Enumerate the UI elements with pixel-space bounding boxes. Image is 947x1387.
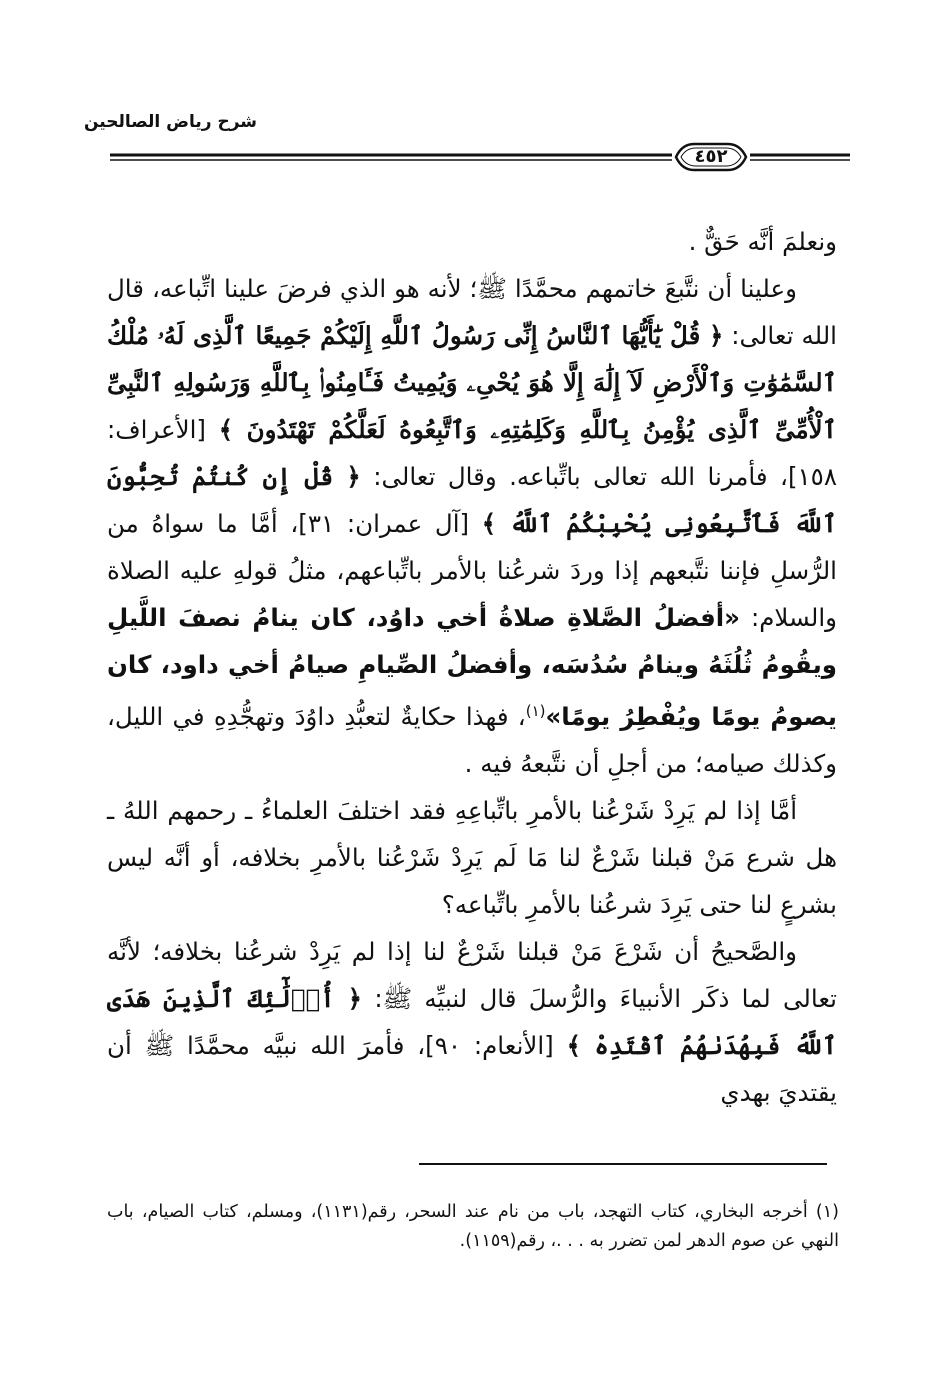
footnote-1: (١) أخرجه البخاري، كتاب التهجد، باب من نام عند السحر، رقم(١١٣١)، ومسلم، كتاب الصيام، باب النهي عن صوم الدهر لمن تضرر به . . .، رقم(١١٥٩). [107,1202,839,1251]
quran-verse-imran: ﴿ قُلْ إِن كُنتُمْ تُحِبُّونَ ٱللَّهَ فَٱتَّبِعُونِى يُحْبِبْكُمُ ٱللَّهُ ﴾ [107,462,837,538]
paragraph-4-intro: والصَّحيحُ أن شَرْعَ مَنْ قبلنا شَرْعٌ لنا إذا لم يَرِدْ شرعُنا بخلافه؛ لأنَّه تعالى لما ذكَر الأنبياءَ والرُّسلَ قال لنبيِّه ﷺ: [107,937,837,1014]
main-text [107,218,837,1116]
paragraph-2-end: ، فهذا حكايةٌ لتعبُّدِ داوُدَ وتهجُّدِهِ في الليل، وكذلك صيامه؛ من أجلِ أن نتَّبعهُ فيه . [107,702,837,779]
page-number-text: ٤٥٢ [694,146,728,167]
hadith-quote: «أفضلُ الصَّلاةِ صلاةُ أخي داوُد، كان ينامُ نصفَ اللَّيلِ ويقُومُ ثُلُثَهُ وينامُ سُدُسَه، وأفضلُ الصِّيامِ صيامُ أخي داود، كان يصومُ يومًا ويُفْطِرُ يومًا» [107,603,837,732]
citation-araf: [الأعراف: ١٥٨]، فأمرنا الله تعالى باتِّباعه. وقال تعالى: [107,415,837,491]
paragraph-3: أمَّا إذا لم يَرِدْ شَرْعُنا بالأمرِ باتِّباعِهِ فقد اختلفَ العلماءُ ـ رحمهم اللهُ ـ هل شرع مَنْ قبلنا شَرْعٌ لنا مَا لَم يَرِدْ شَرْعُنا بالأمرِ بخلافه، أو أنَّه ليس بشرعٍ لنا حتى يَرِدَ شرعُنا بالأمرِ باتِّباعه؟ [107,796,837,920]
paragraph-2-intro: وعلينا أن نتَّبعَ خاتمهم محمَّدًا ﷺ؛ لأنه هو الذي فرضَ علينا اتِّباعه، قال الله تعالى: [107,274,837,350]
quran-verse-anam: ﴿ أُو۟لَٰٓئِكَ ٱلَّذِينَ هَدَى ٱللَّهُ فَبِهُدَىٰهُمُ ٱقْتَدِهْ ﴾ [107,984,838,1061]
footnotes [107,1198,839,1256]
paragraph-2 [107,265,837,787]
book-title: شرح رياض الصالحين [83,112,257,132]
paragraph-4-end: [الأنعام: ٩٠]، فأمرَ الله نبيَّه محمَّدًا ﷺ أن يقتديَ بهدي [107,1031,837,1108]
quran-verse-araf: ﴿ قُلْ يَٰٓأَيُّهَا ٱلنَّاسُ إِنِّى رَسُولُ ٱللَّهِ إِلَيْكُمْ جَمِيعًا ٱلَّذِى لَهُۥ مُلْكُ ٱلسَّمَٰوَٰتِ وَٱلْأَرْضِ لَآ إِلَٰهَ إِلَّا هُوَ يُحْىِۦ وَيُمِيتُ فَـَٔامِنُوا۟ بِٱللَّهِ وَرَسُولِهِ ٱلنَّبِىِّ ٱلْأُمِّىِّ ٱلَّذِى يُؤْمِنُ بِٱللَّهِ وَكَلِمَٰتِهِۦ وَٱتَّبِعُوهُ لَعَلَّكُمْ تَهْتَدُونَ ﴾ [107,321,837,444]
footnote-divider [419,1163,827,1165]
citation-imran: [آل عمران: ٣١]، أمَّا ما سواهُ من الرُّسلِ فإننا نتَّبعهم إذا وردَ شرعُنا بالأمر باتِّباعهم، مثلُ قولهِ عليه الصلاة والسلام: [107,509,837,632]
footnote-marker: (١) [525,702,546,720]
page-number [672,142,750,172]
paragraph-4 [107,928,837,1116]
paragraph-1: ونعلمَ أنَّه حَقٌّ . [688,227,837,256]
